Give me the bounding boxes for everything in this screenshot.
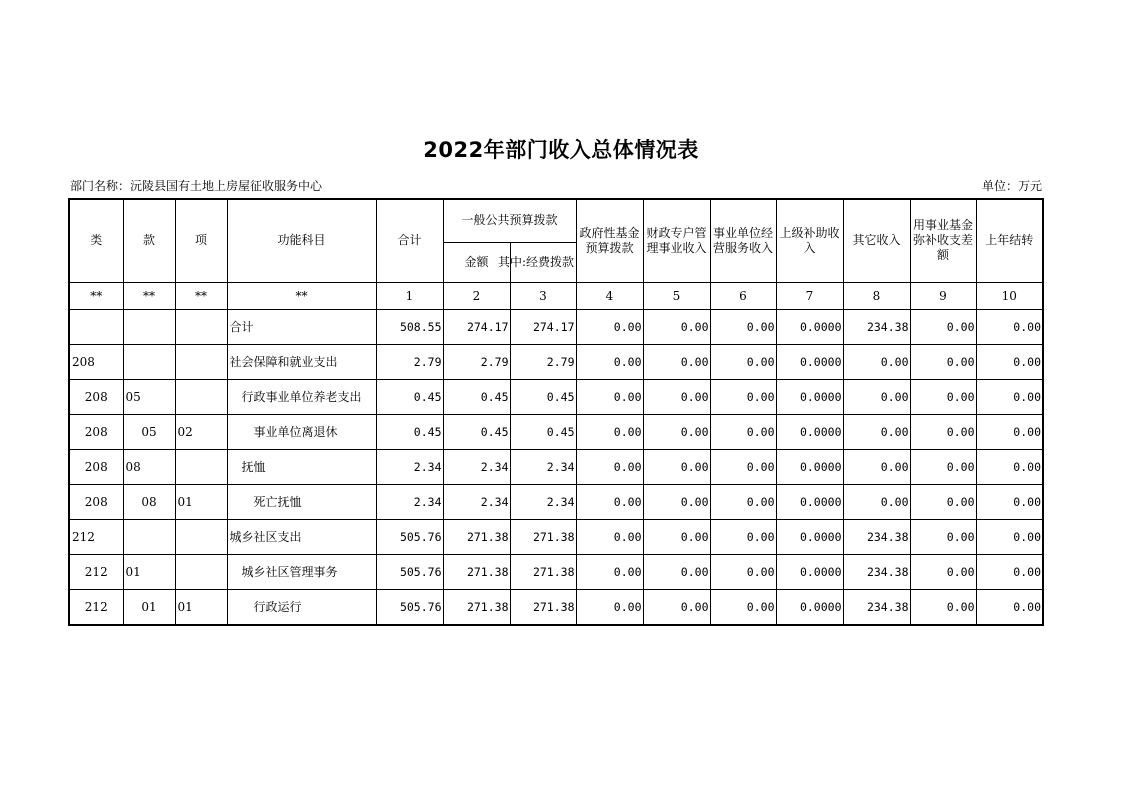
cell-subject: 事业单位离退休 <box>227 414 376 449</box>
cell-higher: 0.0000 <box>776 309 843 344</box>
table-row <box>69 449 1043 484</box>
cell-gov-fund: 0.00 <box>576 344 643 379</box>
cell-fiscal-special: 0.00 <box>643 379 710 414</box>
cell-subject: 合计 <box>227 309 376 344</box>
cell-gov-fund: 0.00 <box>576 519 643 554</box>
cell-lei: 208 <box>69 414 123 449</box>
cell-higher: 0.0000 <box>776 379 843 414</box>
cell-last: 0.00 <box>976 344 1043 379</box>
cell-fiscal-special: 0.00 <box>643 589 710 625</box>
cell-of-which: 0.45 <box>510 414 576 449</box>
cell-kuan <box>123 309 175 344</box>
table-row <box>69 519 1043 554</box>
index-cell: ** <box>69 282 123 309</box>
cell-business: 0.00 <box>710 589 776 625</box>
cell-lei: 208 <box>69 379 123 414</box>
cell-lei: 212 <box>69 554 123 589</box>
cell-gov-fund: 0.00 <box>576 589 643 625</box>
cell-kuan <box>123 344 175 379</box>
cell-fund: 0.00 <box>910 449 976 484</box>
cell-amount: 0.45 <box>443 379 510 414</box>
cell-last: 0.00 <box>976 449 1043 484</box>
cell-subject: 死亡抚恤 <box>227 484 376 519</box>
index-cell: ** <box>175 282 227 309</box>
cell-total: 2.34 <box>376 484 443 519</box>
cell-fund: 0.00 <box>910 554 976 589</box>
cell-total: 508.55 <box>376 309 443 344</box>
index-cell: 7 <box>776 282 843 309</box>
cell-fund: 0.00 <box>910 309 976 344</box>
cell-total: 505.76 <box>376 519 443 554</box>
cell-lei: 208 <box>69 344 123 379</box>
cell-higher: 0.0000 <box>776 589 843 625</box>
cell-of-which: 271.38 <box>510 519 576 554</box>
cell-kuan: 01 <box>123 554 175 589</box>
cell-xiang <box>175 379 227 414</box>
cell-amount: 271.38 <box>443 589 510 625</box>
cell-xiang <box>175 449 227 484</box>
cell-amount: 0.45 <box>443 414 510 449</box>
header-last-year: 上年结转 <box>976 199 1043 282</box>
cell-lei: 208 <box>69 484 123 519</box>
cell-total: 505.76 <box>376 554 443 589</box>
cell-lei: 208 <box>69 449 123 484</box>
cell-last: 0.00 <box>976 379 1043 414</box>
cell-fund: 0.00 <box>910 414 976 449</box>
cell-fiscal-special: 0.00 <box>643 484 710 519</box>
header-fiscal-special: 财政专户管理事业收入 <box>643 199 710 282</box>
cell-fund: 0.00 <box>910 344 976 379</box>
cell-amount: 2.34 <box>443 449 510 484</box>
cell-other: 234.38 <box>843 554 910 589</box>
cell-xiang: 01 <box>175 589 227 625</box>
index-cell: 10 <box>976 282 1043 309</box>
cell-xiang <box>175 344 227 379</box>
cell-fiscal-special: 0.00 <box>643 414 710 449</box>
index-cell: 8 <box>843 282 910 309</box>
index-cell: 2 <box>443 282 510 309</box>
header-subject: 功能科目 <box>227 199 376 282</box>
cell-other: 0.00 <box>843 379 910 414</box>
cell-total: 2.34 <box>376 449 443 484</box>
table-row <box>69 309 1043 344</box>
cell-fiscal-special: 0.00 <box>643 519 710 554</box>
income-table <box>68 198 1044 626</box>
cell-last: 0.00 <box>976 484 1043 519</box>
cell-fund: 0.00 <box>910 484 976 519</box>
cell-last: 0.00 <box>976 589 1043 625</box>
header-of-which: 其中:经费拨款 <box>510 242 576 282</box>
cell-other: 234.38 <box>843 589 910 625</box>
cell-gov-fund: 0.00 <box>576 449 643 484</box>
cell-fund: 0.00 <box>910 519 976 554</box>
cell-of-which: 274.17 <box>510 309 576 344</box>
cell-last: 0.00 <box>976 309 1043 344</box>
cell-last: 0.00 <box>976 519 1043 554</box>
cell-higher: 0.0000 <box>776 519 843 554</box>
cell-other: 0.00 <box>843 449 910 484</box>
table-row <box>69 589 1043 625</box>
header-total: 合计 <box>376 199 443 282</box>
cell-business: 0.00 <box>710 344 776 379</box>
header-fund-compensate: 用事业基金弥补收支差额 <box>910 199 976 282</box>
cell-other: 234.38 <box>843 309 910 344</box>
cell-xiang: 01 <box>175 484 227 519</box>
header-higher-subsidy: 上级补助收入 <box>776 199 843 282</box>
cell-kuan: 08 <box>123 449 175 484</box>
page-title: 2022年部门收入总体情况表 <box>423 138 699 162</box>
header-business-income: 事业单位经营服务收入 <box>710 199 776 282</box>
cell-kuan: 05 <box>123 379 175 414</box>
unit-label: 单位：万元 <box>981 179 1042 193</box>
cell-subject: 城乡社区支出 <box>227 519 376 554</box>
index-cell: 1 <box>376 282 443 309</box>
index-cell: 4 <box>576 282 643 309</box>
cell-gov-fund: 0.00 <box>576 309 643 344</box>
cell-business: 0.00 <box>710 414 776 449</box>
cell-fund: 0.00 <box>910 589 976 625</box>
cell-gov-fund: 0.00 <box>576 484 643 519</box>
cell-business: 0.00 <box>710 484 776 519</box>
cell-business: 0.00 <box>710 554 776 589</box>
cell-kuan: 01 <box>123 589 175 625</box>
cell-other: 0.00 <box>843 344 910 379</box>
cell-gov-fund: 0.00 <box>576 554 643 589</box>
cell-higher: 0.0000 <box>776 484 843 519</box>
cell-last: 0.00 <box>976 554 1043 589</box>
cell-of-which: 2.34 <box>510 484 576 519</box>
table-row <box>69 379 1043 414</box>
cell-total: 2.79 <box>376 344 443 379</box>
cell-amount: 271.38 <box>443 519 510 554</box>
index-cell: 3 <box>510 282 576 309</box>
table-row <box>69 344 1043 379</box>
cell-xiang: 02 <box>175 414 227 449</box>
index-cell: 6 <box>710 282 776 309</box>
cell-kuan <box>123 519 175 554</box>
cell-amount: 274.17 <box>443 309 510 344</box>
cell-subject: 行政运行 <box>227 589 376 625</box>
cell-lei <box>69 309 123 344</box>
cell-fiscal-special: 0.00 <box>643 309 710 344</box>
header-gov-fund: 政府性基金预算拨款 <box>576 199 643 282</box>
cell-lei: 212 <box>69 519 123 554</box>
cell-higher: 0.0000 <box>776 554 843 589</box>
index-cell: 9 <box>910 282 976 309</box>
index-cell: ** <box>227 282 376 309</box>
cell-subject: 城乡社区管理事务 <box>227 554 376 589</box>
header-kuan: 款 <box>123 199 175 282</box>
cell-other: 0.00 <box>843 484 910 519</box>
header-general-budget: 一般公共预算拨款 <box>443 199 576 242</box>
cell-kuan: 08 <box>123 484 175 519</box>
cell-of-which: 2.34 <box>510 449 576 484</box>
table-row <box>69 484 1043 519</box>
cell-lei: 212 <box>69 589 123 625</box>
index-cell: 5 <box>643 282 710 309</box>
index-row <box>69 282 1043 309</box>
header-other-income: 其它收入 <box>843 199 910 282</box>
cell-subject: 行政事业单位养老支出 <box>227 379 376 414</box>
header-lei: 类 <box>69 199 123 282</box>
table-row <box>69 554 1043 589</box>
cell-xiang <box>175 519 227 554</box>
department-name: 部门名称：沅陵县国有土地上房屋征收服务中心 <box>70 179 323 193</box>
cell-amount: 2.34 <box>443 484 510 519</box>
header-amount: 金额 <box>443 242 510 282</box>
cell-last: 0.00 <box>976 414 1043 449</box>
cell-amount: 271.38 <box>443 554 510 589</box>
cell-business: 0.00 <box>710 449 776 484</box>
cell-of-which: 0.45 <box>510 379 576 414</box>
cell-other: 0.00 <box>843 414 910 449</box>
cell-subject: 抚恤 <box>227 449 376 484</box>
cell-subject: 社会保障和就业支出 <box>227 344 376 379</box>
cell-of-which: 271.38 <box>510 554 576 589</box>
cell-total: 0.45 <box>376 379 443 414</box>
cell-xiang <box>175 309 227 344</box>
cell-gov-fund: 0.00 <box>576 379 643 414</box>
cell-total: 505.76 <box>376 589 443 625</box>
cell-fiscal-special: 0.00 <box>643 554 710 589</box>
cell-of-which: 2.79 <box>510 344 576 379</box>
cell-fiscal-special: 0.00 <box>643 449 710 484</box>
cell-gov-fund: 0.00 <box>576 414 643 449</box>
cell-fund: 0.00 <box>910 379 976 414</box>
cell-business: 0.00 <box>710 309 776 344</box>
cell-total: 0.45 <box>376 414 443 449</box>
header-xiang: 项 <box>175 199 227 282</box>
cell-higher: 0.0000 <box>776 449 843 484</box>
cell-higher: 0.0000 <box>776 344 843 379</box>
cell-higher: 0.0000 <box>776 414 843 449</box>
cell-other: 234.38 <box>843 519 910 554</box>
index-cell: ** <box>123 282 175 309</box>
cell-kuan: 05 <box>123 414 175 449</box>
cell-xiang <box>175 554 227 589</box>
cell-business: 0.00 <box>710 379 776 414</box>
cell-business: 0.00 <box>710 519 776 554</box>
cell-fiscal-special: 0.00 <box>643 344 710 379</box>
cell-amount: 2.79 <box>443 344 510 379</box>
table-row <box>69 414 1043 449</box>
cell-of-which: 271.38 <box>510 589 576 625</box>
